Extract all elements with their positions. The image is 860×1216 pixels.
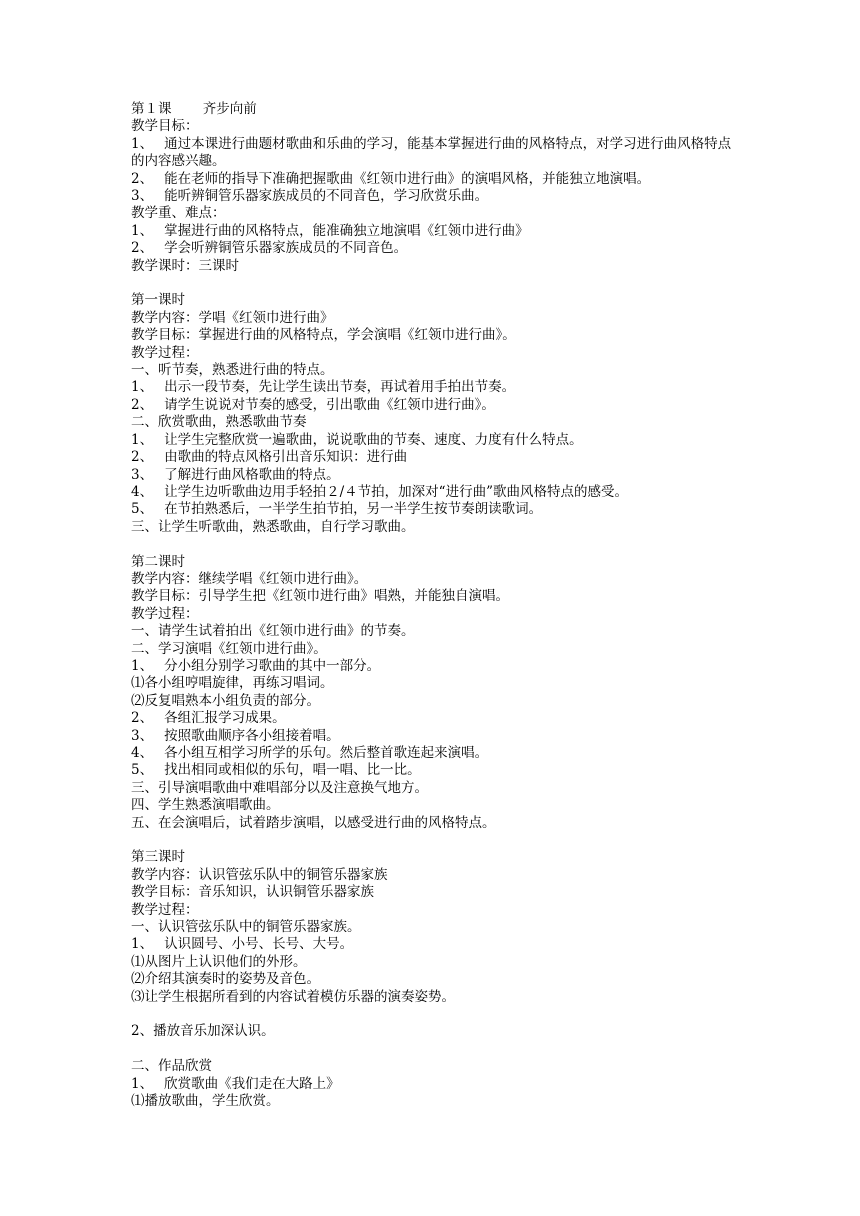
content-line: 三、让学生听歌曲，熟悉歌曲，自行学习歌曲。 (131, 518, 415, 535)
period-heading: 第一课时 (131, 292, 185, 309)
keypoint-item: 1、 掌握进行曲的风格特点，能准确独立地演唱《红领巾进行曲》 (131, 222, 529, 239)
content-line: 2、 由歌曲的特点风格引出音乐知识：进行曲 (131, 449, 408, 466)
content-line: 教学过程： (131, 901, 199, 918)
objective-item: 3、 能听辨铜管乐器家族成员的不同音色，学习欣赏乐曲。 (131, 188, 489, 205)
content-line: 2、播放音乐加深认识。 (131, 1023, 275, 1040)
content-line: 教学内容：认识管弦乐队中的铜管乐器家族 (131, 866, 388, 883)
content-line: 教学内容：学唱《红领巾进行曲》 (131, 309, 334, 326)
content-line: 教学目标：引导学生把《红领巾进行曲》唱熟，并能独自演唱。 (131, 588, 509, 605)
blank-line (131, 1006, 741, 1023)
content-line: 3、 按照歌曲顺序各小组接着唱。 (131, 727, 340, 744)
content-line: 二、欣赏歌曲，熟悉歌曲节奏 (131, 414, 307, 431)
content-line: 五、在会演唱后，试着踏步演唱，以感受进行曲的风格特点。 (131, 814, 496, 831)
content-line: 一、请学生试着拍出《红领巾进行曲》的节奏。 (131, 623, 415, 640)
objective-item: 2、 能在老师的指导下准确把握歌曲《红领巾进行曲》的演唱风格，并能独立地演唱。 (131, 170, 651, 187)
period-heading: 第二课时 (131, 553, 185, 570)
blank-line (131, 536, 741, 553)
content-line: 1、 让学生完整欣赏一遍歌曲，说说歌曲的节奏、速度、力度有什么特点。 (131, 431, 583, 448)
content-line: 教学目标：音乐知识，认识铜管乐器家族 (131, 884, 374, 901)
content-line: 5、 找出相同或相似的乐句，唱一唱、比一比。 (131, 762, 421, 779)
content-line: 2、 请学生说说对节奏的感受，引出歌曲《红领巾进行曲》。 (131, 396, 495, 413)
section-heading: 教学重、难点： (131, 205, 226, 222)
blank-line (131, 1041, 741, 1058)
content-line: 教学过程： (131, 605, 199, 622)
content-line: 三、引导演唱歌曲中难唱部分以及注意换气地方。 (131, 779, 428, 796)
content-line: 二、学习演唱《红领巾进行曲》。 (131, 640, 327, 657)
content-line: 教学目标：掌握进行曲的风格特点，学会演唱《红领巾进行曲》。 (131, 327, 516, 344)
content-line: 一、听节奏，熟悉进行曲的特点。 (131, 362, 334, 379)
content-line: 2、 各组汇报学习成果。 (131, 710, 286, 727)
content-line: ⑵反复唱熟本小组负责的部分。 (131, 692, 320, 709)
content-line: ⑴从图片上认识他们的外形。 (131, 953, 307, 970)
lesson-title: 第１课 齐步向前 (131, 101, 257, 117)
content-line: ⑶让学生根据所看到的内容试着模仿乐器的演奏姿势。 (131, 988, 455, 1005)
content-line: 4、 让学生边听歌曲边用手轻拍２/４节拍，加深对“进行曲”歌曲风格特点的感受。 (131, 483, 628, 500)
blank-line (131, 832, 741, 849)
content-line: 1、 分小组分别学习歌曲的其中一部分。 (131, 657, 381, 674)
section-heading: 教学目标： (131, 118, 199, 135)
content-line: ⑴播放歌曲，学生欣赏。 (131, 1093, 280, 1110)
section-heading: 二、作品欣赏 (131, 1058, 212, 1075)
content-line: 教学内容：继续学唱《红领巾进行曲》。 (131, 570, 368, 587)
content-line: 5、 在节拍熟悉后，一半学生拍节拍，另一半学生按节奏朗读歌词。 (131, 501, 543, 518)
content-line: 教学过程： (131, 344, 199, 361)
class-hours: 教学课时：三课时 (131, 257, 239, 274)
content-line: 四、学生熟悉演唱歌曲。 (131, 797, 280, 814)
content-line: 一、认识管弦乐队中的铜管乐器家族。 (131, 919, 361, 936)
keypoint-item: 2、 学会听辨铜管乐器家族成员的不同音色。 (131, 240, 408, 257)
period-heading: 第三课时 (131, 849, 185, 866)
content-line: 1、 出示一段节奏，先让学生读出节奏，再试着用手拍出节奏。 (131, 379, 516, 396)
content-line: ⑴各小组哼唱旋律，再练习唱词。 (131, 675, 334, 692)
content-line: ⑵介绍其演奏时的姿势及音色。 (131, 971, 320, 988)
content-line: 1、 认识圆号、小号、长号、大号。 (131, 936, 354, 953)
content-line: 3、 了解进行曲风格歌曲的特点。 (131, 466, 340, 483)
document-page (131, 101, 741, 1110)
objective-item: 1、 通过本课进行曲题材歌曲和乐曲的学习，能基本掌握进行曲的风格特点，对学习进行曲风格特点的内容感兴趣。 (131, 135, 732, 170)
content-line: 4、 各小组互相学习所学的乐句。然后整首歌连起来演唱。 (131, 745, 489, 761)
content-line: 1、 欣赏歌曲《我们走在大路上》 (131, 1075, 340, 1092)
blank-line (131, 275, 741, 292)
